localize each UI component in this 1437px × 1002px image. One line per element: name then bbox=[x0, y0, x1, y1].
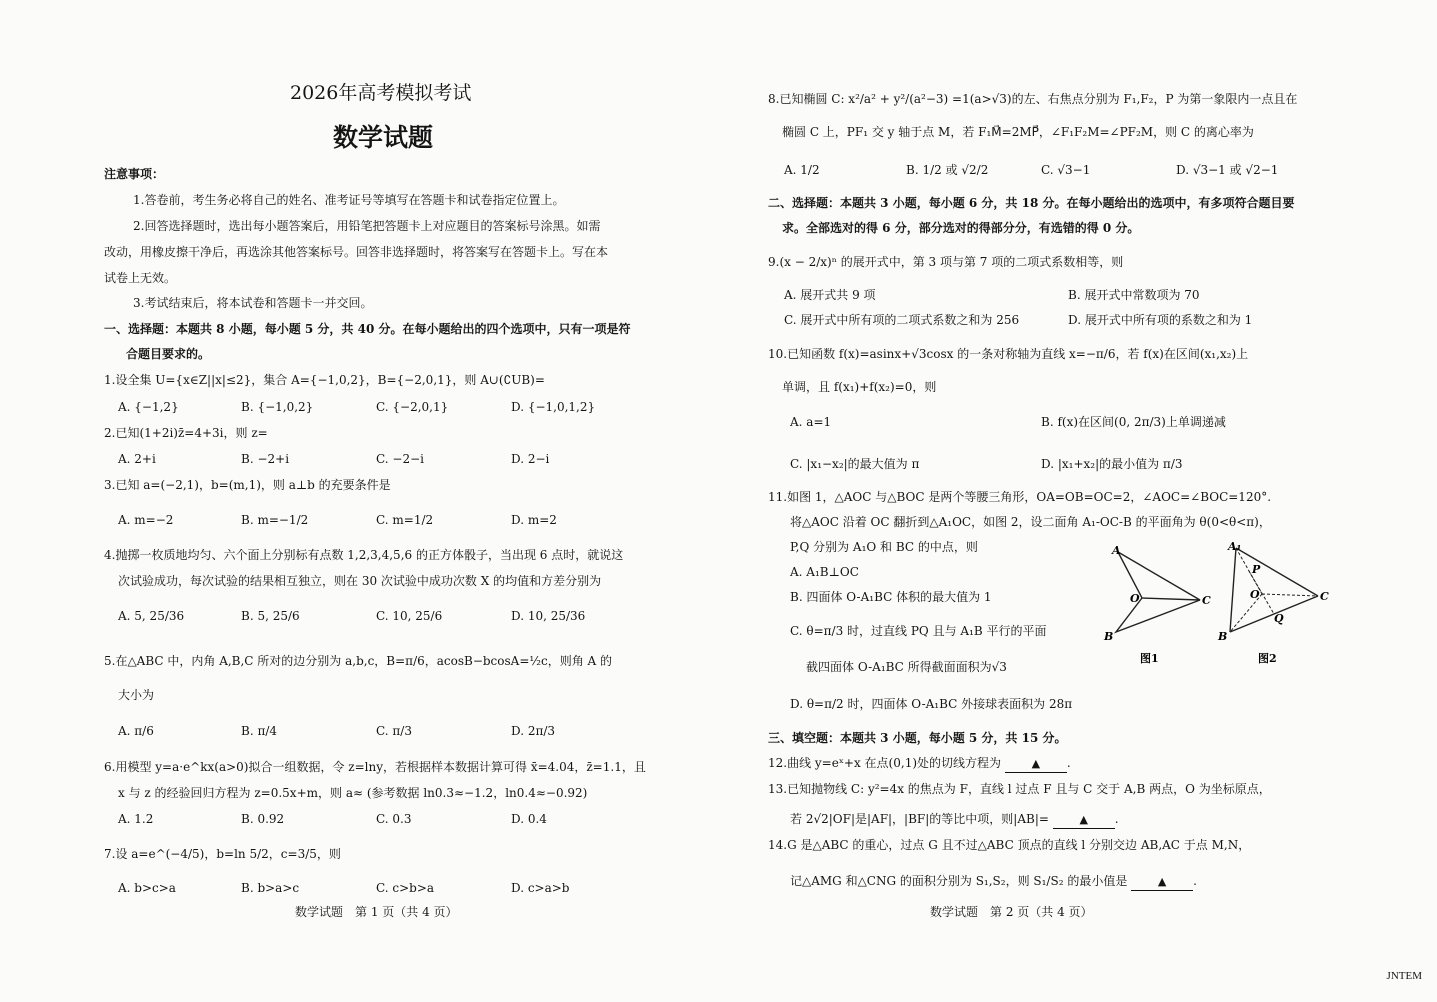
q2-option-d: D. 2−i bbox=[511, 452, 550, 466]
q4-option-a: A. 5, 25/36 bbox=[118, 609, 185, 623]
q5-stem: 5.在△ABC 中，内角 A,B,C 所对的边分别为 a,b,c，B=π/6，acosB−bcosA=½c，则角 A 的 bbox=[104, 654, 613, 668]
notice-line: 改动，用橡皮擦干净后，再选涂其他答案标号。回答非选择题时，将答案写在答题卡上。写在本 bbox=[104, 245, 609, 259]
fig1-label-c: C bbox=[1202, 594, 1211, 607]
fig1-label-b: B bbox=[1104, 630, 1114, 643]
q1-option-d: D. {−1,0,1,2} bbox=[511, 400, 596, 414]
q7-option-c: C. c>b>a bbox=[376, 881, 435, 895]
fig1-label-o: O bbox=[1130, 592, 1140, 605]
q13-text: 若 2√2|OF|是|AF|，|BF|的等比中项，则|AB|= bbox=[790, 812, 1049, 826]
q6-option-d: D. 0.4 bbox=[511, 812, 547, 826]
q11-option-b: B. 四面体 O-A₁BC 体积的最大值为 1 bbox=[790, 590, 992, 604]
q3-option-b: B. m=−1/2 bbox=[241, 513, 309, 527]
q4-option-c: C. 10, 25/6 bbox=[376, 609, 443, 623]
q9-stem: 9.(x − 2/x)ⁿ 的展开式中，第 3 项与第 7 项的二项式系数相等，则 bbox=[768, 255, 1124, 269]
q2-option-c: C. −2−i bbox=[376, 452, 424, 466]
q3-option-d: D. m=2 bbox=[511, 513, 557, 527]
q8-option-d: D. √3−1 或 √2−1 bbox=[1176, 163, 1279, 177]
q10-stem: 10.已知函数 f(x)=asinx+√3cosx 的一条对称轴为直线 x=−π/6，若 f(x)在区间(x₁,x₂)上 bbox=[768, 347, 1249, 361]
q7-option-d: D. c>a>b bbox=[511, 881, 570, 895]
q2-stem: 2.已知(1+2i)z̄=4+3i，则 z= bbox=[104, 426, 268, 440]
q5-stem-cont: 大小为 bbox=[118, 688, 155, 702]
fig2-label-a1: A₁ bbox=[1228, 540, 1242, 553]
section3-heading: 三、填空题：本题共 3 小题，每小题 5 分，共 15 分。 bbox=[768, 731, 1067, 745]
q10-option-d: D. |x₁+x₂|的最小值为 π/3 bbox=[1041, 457, 1183, 471]
q6-stem-cont: x 与 z 的经验回归方程为 z=0.5x+m，则 a≈ (参考数据 ln0.3≈−1.2，ln0.4≈−0.92) bbox=[118, 786, 588, 800]
q13-stem: 13.已知抛物线 C: y²=4x 的焦点为 F，直线 l 过点 F 且与 C 交于 A,B 两点，O 为坐标原点， bbox=[768, 782, 1271, 796]
subject-title: 数学试题 bbox=[333, 123, 434, 152]
q6-option-a: A. 1.2 bbox=[118, 812, 154, 826]
q5-option-c: C. π/3 bbox=[376, 724, 412, 738]
q13-answer-blank[interactable] bbox=[1053, 812, 1115, 829]
q5-option-a: A. π/6 bbox=[118, 724, 154, 738]
q12-text: 12.曲线 y=eˣ+x 在点(0,1)处的切线方程为 bbox=[768, 756, 1002, 770]
q10-option-b: B. f(x)在区间(0, 2π/3)上单调递减 bbox=[1041, 415, 1226, 429]
q11-stem-cont: 将△AOC 沿着 OC 翻折到△A₁OC，如图 2，设二面角 A₁-OC-B 的平面角为 θ(0<θ<π)， bbox=[790, 515, 1271, 529]
q3-option-c: C. m=1/2 bbox=[376, 513, 434, 527]
page-footer-left: 数学试题 第 1 页（共 4 页） bbox=[295, 905, 458, 919]
q8-option-c: C. √3−1 bbox=[1041, 163, 1091, 177]
exam-title: 2026年高考模拟考试 bbox=[290, 82, 472, 104]
notice-line: 1.答卷前，考生务必将自己的姓名、准考证号等填写在答题卡和试卷指定位置上。 bbox=[133, 193, 565, 207]
q9-option-a: A. 展开式共 9 项 bbox=[784, 288, 876, 302]
q14-answer-blank[interactable] bbox=[1131, 874, 1193, 891]
notice-line: 2.回答选择题时，选出每小题答案后，用铅笔把答题卡上对应题目的答案标号涂黑。如需 bbox=[133, 219, 601, 233]
q11-option-c: C. θ=π/3 时，过直线 PQ 且与 A₁B 平行的平面 bbox=[790, 624, 1047, 638]
q8-stem: 8.已知椭圆 C: x²/a² + y²/(a²−3) =1(a>√3)的左、右焦点分别为 F₁,F₂，P 为第一象限内一点且在 bbox=[768, 92, 1298, 106]
fig2-caption: 图2 bbox=[1258, 652, 1277, 665]
q1-option-c: C. {−2,0,1} bbox=[376, 400, 449, 414]
q7-option-b: B. b>a>c bbox=[241, 881, 300, 895]
q7-stem: 7.设 a=e^(−4/5)，b=ln 5/2，c=3/5，则 bbox=[104, 847, 341, 861]
q7-option-a: A. b>c>a bbox=[118, 881, 176, 895]
q11-option-d: D. θ=π/2 时，四面体 O-A₁BC 外接球表面积为 28π bbox=[790, 697, 1073, 711]
q14-stem-cont: 记△AMG 和△CNG 的面积分别为 S₁,S₂，则 S₁/S₂ 的最小值是 ▲ . bbox=[790, 873, 1197, 891]
q14-stem: 14.G 是△ABC 的重心，过点 G 且不过△ABC 顶点的直线 l 分别交边 AB,AC 于点 M,N， bbox=[768, 838, 1251, 852]
section2-heading-cont: 求。全部选对的得 6 分，部分选对的得部分分，有选错的得 0 分。 bbox=[782, 221, 1140, 235]
q3-stem: 3.已知 a=(−2,1)，b=(m,1)，则 a⊥b 的充要条件是 bbox=[104, 478, 391, 492]
corner-mark: JNTEM bbox=[1386, 970, 1422, 982]
q12-answer-blank[interactable] bbox=[1005, 756, 1067, 773]
q6-option-b: B. 0.92 bbox=[241, 812, 285, 826]
figure-2 bbox=[1214, 536, 1344, 670]
q9-option-c: C. 展开式中所有项的二项式系数之和为 256 bbox=[784, 313, 1020, 327]
fig1-caption: 图1 bbox=[1140, 652, 1159, 665]
fig2-label-q: Q bbox=[1274, 612, 1284, 625]
q8-stem-cont: 椭圆 C 上，PF₁ 交 y 轴于点 M，若 F₁M⃗=2MP⃗，∠F₁F₂M=∠PF₂M，则 C 的离心率为 bbox=[782, 125, 1254, 139]
q11-stem-cont2: P,Q 分别为 A₁O 和 BC 的中点，则 bbox=[790, 540, 978, 554]
section1-heading: 一、选择题：本题共 8 小题，每小题 5 分，共 40 分。在每小题给出的四个选项中，只有一项是符 bbox=[104, 322, 631, 336]
fig2-label-p: P bbox=[1252, 563, 1261, 576]
q10-stem-cont: 单调，且 f(x₁)+f(x₂)=0，则 bbox=[782, 380, 937, 394]
q8-option-b: B. 1/2 或 √2/2 bbox=[906, 163, 989, 177]
q1-option-a: A. {−1,2} bbox=[118, 400, 179, 414]
q12-stem: 12.曲线 y=eˣ+x 在点(0,1)处的切线方程为 ▲ . bbox=[768, 755, 1071, 773]
q11-option-c-cont: 截四面体 O-A₁BC 所得截面面积为√3 bbox=[806, 660, 1007, 674]
q11-option-a: A. A₁B⊥OC bbox=[790, 565, 859, 579]
section2-heading: 二、选择题：本题共 3 小题，每小题 6 分，共 18 分。在每小题给出的选项中，有多项符合题目要 bbox=[768, 196, 1295, 210]
q4-stem: 4.抛掷一枚质地均匀、六个面上分别标有点数 1,2,3,4,5,6 的正方体骰子，当出现 6 点时，就说这 bbox=[104, 548, 624, 562]
q4-stem-cont: 次试验成功，每次试验的结果相互独立，则在 30 次试验中成功次数 X 的均值和方差分别为 bbox=[118, 574, 602, 588]
fig2-label-o: O bbox=[1250, 588, 1260, 601]
q9-option-b: B. 展开式中常数项为 70 bbox=[1068, 288, 1200, 302]
q8-option-a: A. 1/2 bbox=[784, 163, 820, 177]
q5-option-d: D. 2π/3 bbox=[511, 724, 556, 738]
figure-1 bbox=[1098, 540, 1218, 670]
section1-heading-cont: 合题目要求的。 bbox=[126, 347, 211, 361]
q5-option-b: B. π/4 bbox=[241, 724, 278, 738]
q9-option-d: D. 展开式中所有项的系数之和为 1 bbox=[1068, 313, 1253, 327]
q4-option-d: D. 10, 25/36 bbox=[511, 609, 586, 623]
q12-blank-mark: ▲ bbox=[1031, 757, 1041, 770]
fig2-label-b: B bbox=[1218, 630, 1228, 643]
q6-stem: 6.用模型 y=a·e^kx(a>0)拟合一组数据，令 z=lny，若根据样本数据计算可得 x̄=4.04，z̄=1.1，且 bbox=[104, 760, 646, 774]
q13-stem-cont: 若 2√2|OF|是|AF|，|BF|的等比中项，则|AB|= ▲ . bbox=[790, 811, 1119, 829]
q10-option-c: C. |x₁−x₂|的最大值为 π bbox=[790, 457, 920, 471]
notice-line: 3.考试结束后，将本试卷和答题卡一并交回。 bbox=[133, 296, 373, 310]
page-footer-right: 数学试题 第 2 页（共 4 页） bbox=[930, 905, 1093, 919]
q13-blank-mark: ▲ bbox=[1079, 813, 1088, 826]
notice-heading: 注意事项： bbox=[104, 167, 165, 181]
q1-stem: 1.设全集 U={x∈Z||x|≤2}，集合 A={−1,0,2}，B={−2,0,1}，则 A∪(∁UB)= bbox=[104, 373, 545, 387]
q10-option-a: A. a=1 bbox=[790, 415, 832, 429]
q1-option-b: B. {−1,0,2} bbox=[241, 400, 314, 414]
q2-option-a: A. 2+i bbox=[118, 452, 156, 466]
q6-option-c: C. 0.3 bbox=[376, 812, 412, 826]
q2-option-b: B. −2+i bbox=[241, 452, 290, 466]
fig2-label-c: C bbox=[1320, 590, 1329, 603]
q14-text: 记△AMG 和△CNG 的面积分别为 S₁,S₂，则 S₁/S₂ 的最小值是 bbox=[790, 874, 1128, 888]
q14-blank-mark: ▲ bbox=[1157, 875, 1167, 888]
q11-stem: 11.如图 1，△AOC 与△BOC 是两个等腰三角形，OA=OB=OC=2，∠AOC=∠BOC=120°. bbox=[768, 490, 1272, 504]
notice-line: 试卷上无效。 bbox=[104, 271, 177, 285]
q3-option-a: A. m=−2 bbox=[118, 513, 174, 527]
fig1-label-a: A bbox=[1112, 544, 1121, 557]
q4-option-b: B. 5, 25/6 bbox=[241, 609, 300, 623]
